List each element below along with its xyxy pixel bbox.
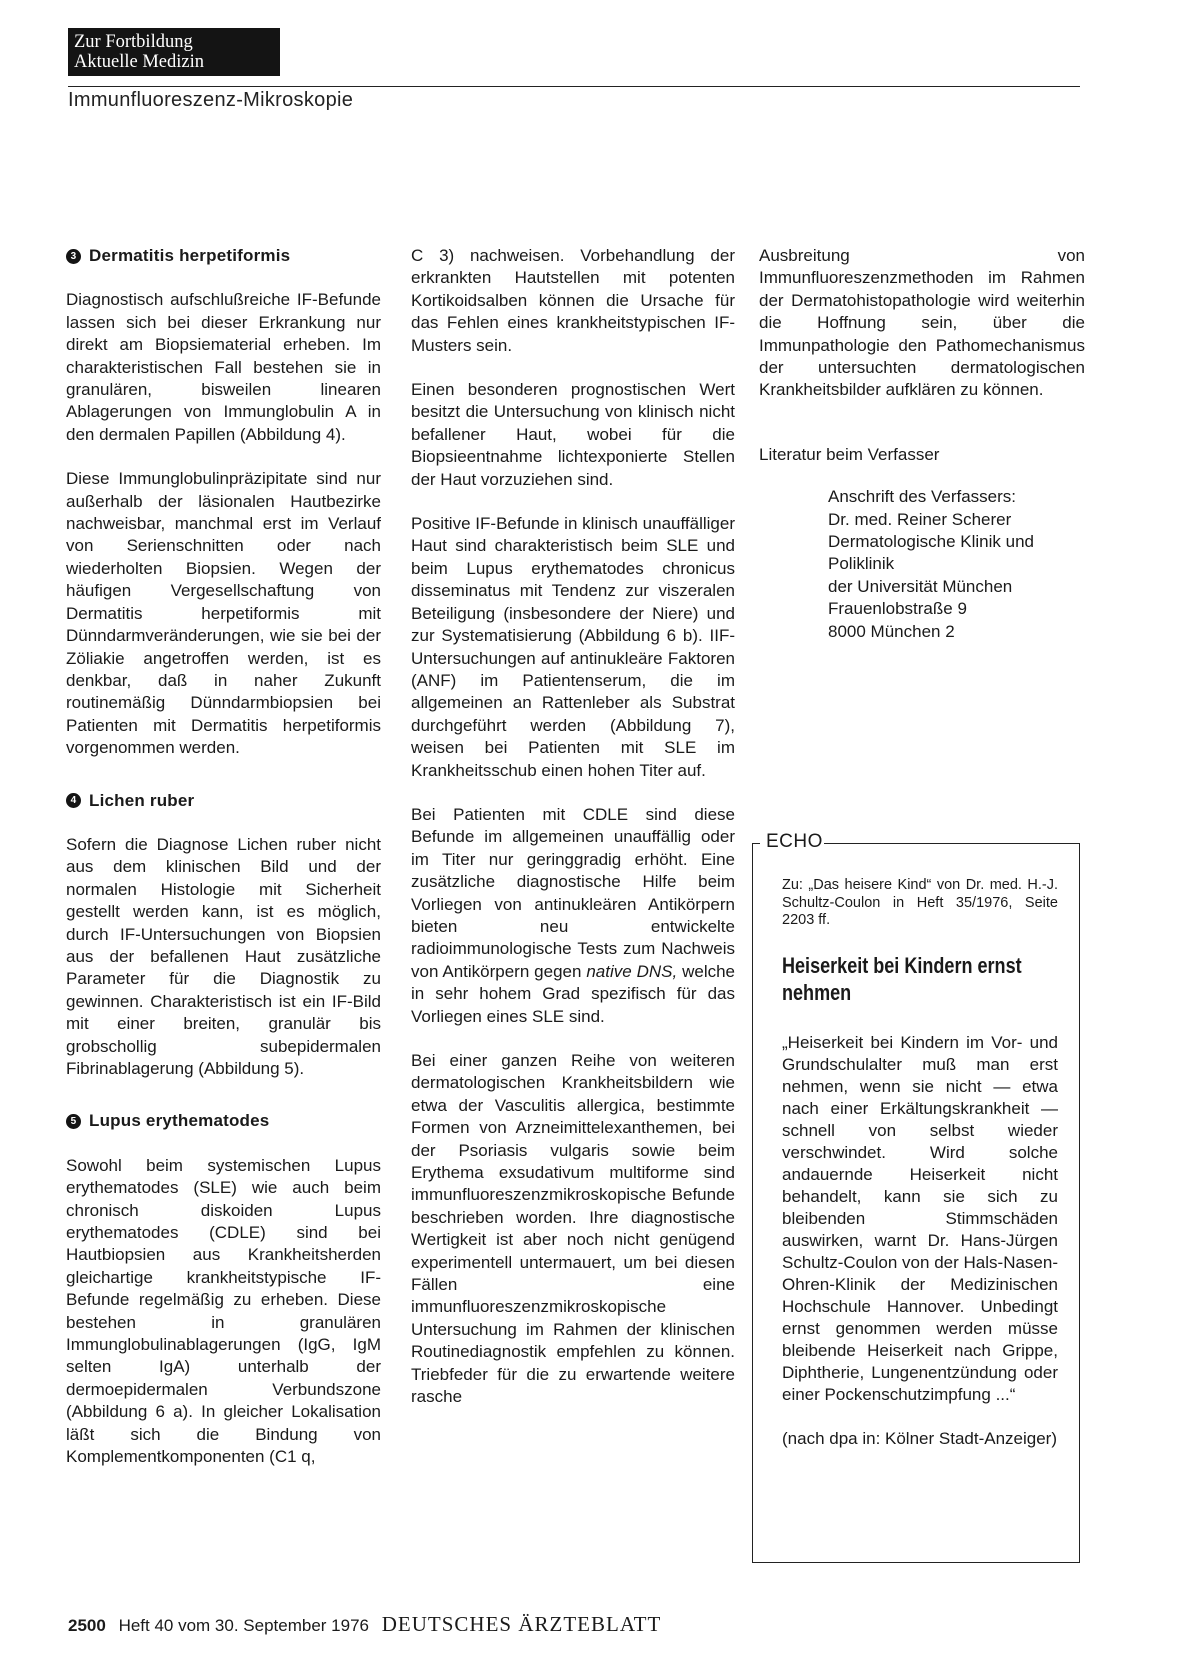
section-number-5-icon: 5 [66,1114,81,1129]
badge-line-2: Aktuelle Medizin [74,52,204,72]
address-line: Frauenlobstraße 9 [828,599,967,619]
journal-name: DEUTSCHES ÄRZTEBLATT [381,1612,662,1636]
literature-note: Literatur beim Verfasser [759,444,940,464]
echo-label: ECHO [766,831,823,852]
address-line: 8000 München 2 [828,621,955,641]
echo-quote: „Heiserkeit bei Kindern im Vor- und Grundschulalter muß man erst nehmen, wenn sie nicht — etwa nach einer Erkältungskrankheit — schnell von selbst wieder verschwindet. Wird solche andauernde Heiserkeit nicht behandelt, kann sie sich zu bleibenden Stimmschäden auswirken, warnt Dr. Hans-Jürgen Schultz-Coulon von der Hals-Nasen-Ohren-Klinik der Medizinischen Hochschule Hannover. Unbedingt ernst genommen werden müsse bleibende Heiserkeit nach Grippe, Diphtherie, Lungenentzündung oder einer Pockenschutzimpfung ...“ [782,1032,1058,1404]
author-address [828,486,1085,643]
section-number-4-icon: 4 [66,793,81,808]
address-line: Dermatologische Klinik und [828,532,1034,552]
echo-frame-bottom [752,1562,1080,1563]
section-badge [68,28,280,76]
page-number: 2500 [68,1616,106,1635]
paragraph: C 3) nachweisen. Vorbehandlung der erkrankten Hautstellen mit potenten Kortikoidsalben können die Ursache für das Fehlen eines krankheitstypischen IF-Musters sein. [411,246,735,355]
echo-source: (nach dpa in: Kölner Stadt-Anzeiger) [782,1428,1057,1448]
paragraph: Ausbreitung von Immunfluoreszenzmethoden im Rahmen der Dermatohistopathologie wird weiterhin die Hoffnung sein, über die Immunpathologie den Pathomechanismus der untersuchten dermatologischen Krankheitsbilder aufklären zu können. [759,246,1085,400]
section-title: Lichen ruber [89,790,195,810]
echo-reference: Zu: „Das heisere Kind“ von Dr. med. H.-J. Schultz-Coulon in Heft 35/1976, Seite 2203 ff. [782,877,1058,928]
section-title: Lupus erythematodes [89,1111,270,1131]
address-line: Anschrift des Verfassers: [828,487,1017,507]
echo-box [752,833,1080,1563]
header-rule [68,86,1080,87]
paragraph: Bei einer ganzen Reihe von weiteren dermatologischen Krankheitsbildern wie etwa der Vasculitis allergica, bestimmte Formen von Arzneimittelexanthemen, bei der Psoriasis vulgaris sowie beim Erythema exsudativum multiforme sind immunfluoreszenzmikroskopische Befunde beschrieben worden. Ihre diagnostische Wertigkeit ist aber noch nicht genügend experimentell untermauert, um bei diesen Fällen eine immunfluoreszenzmikroskopische Untersuchung im Rahmen der klinischen Routinediagnostik empfehlen zu können. Triebfeder für die zu erwartende weitere rasche [411,1051,735,1407]
echo-headline: Heiserkeit bei Kindern ernst nehmen [782,952,1022,1005]
column-1 [66,245,381,1491]
paragraph-text: Bei Patienten mit CDLE sind diese Befunde im allgemeinen unauffällig oder im Titer nur geringgradig erhöht. Eine zusätzliche diagnostische Hilfe beim Vorliegen von antinukleären Antikörpern bieten neu entwickelte radioimmunologische Tests zum Nachweis von Antikörpern gegen [411,804,735,981]
paragraph: Einen besonderen prognostischen Wert besitzt die Untersuchung von klinisch nicht befallener Haut, wobei für die Biopsieentnahme lichtexponierte Stellen der Haut vorzuziehen sind. [411,380,735,489]
paragraph: Diagnostisch aufschlußreiche IF-Befunde lassen sich bei dieser Erkrankung nur direkt am Biopsiematerial erheben. Im charakteristischen Fall bestehen sie in granulären, bisweilen linearen Ablagerungen von Immunglobulin A in den dermalen Papillen (Abbildung 4). [66,290,381,444]
badge-line-1: Zur Fortbildung [74,32,193,52]
paragraph: Sofern die Diagnose Lichen ruber nicht aus dem klinischen Bild und der normalen Histologie mit Sicherheit gestellt werden kann, ist es möglich, durch IF-Untersuchungen von Biopsien aus der befallenen Haut zusätzliche Parameter für die Diagnostik zu gewinnen. Charakteristisch ist ein IF-Bild mit einer breiten, granulär bis grobschollig subepidermalen Fibrinablagerung (Abbildung 5). [66,834,381,1078]
paragraph: Positive IF-Befunde in klinisch unauffälliger Haut sind charakteristisch beim SLE und beim Lupus erythematodes chronicus disseminatus mit Tendenz zur viszeralen Beteiligung (insbesondere der Niere) und zur Systematisierung (Abbildung 6 b). IIF-Untersuchungen auf antinukleäre Faktoren (ANF) im Patientenserum, die im allgemeinen an Rattenleber als Substrat durchgeführt werden (Abbildung 7), weisen bei Patienten mit SLE im Krankheitsschub einen hohen Titer auf. [411,514,735,780]
issue-info: Heft 40 vom 30. September 1976 [118,1616,369,1635]
paragraph [411,804,735,1028]
section-title: Dermatitis herpetiformis [89,246,291,265]
running-title: Immunfluoreszenz-Mikroskopie [68,89,354,111]
address-line: Dr. med. Reiner Scherer [828,509,1012,529]
address-line: Poliklinik [828,554,895,574]
address-line: der Universität München [828,576,1013,596]
section-heading-5 [66,1110,381,1132]
section-heading-3 [66,245,381,267]
column-2 [411,245,735,1431]
echo-frame-left [752,843,753,1563]
echo-content [782,877,1058,1472]
echo-frame-right [1079,843,1080,1563]
echo-frame-top-right [824,843,1080,844]
paragraph: Diese Immunglobulinpräzipitate sind nur außerhalb der läsionalen Hautbezirke nachweisbar, manchmal erst im Verlauf von Serienschnitten oder nach wiederholten Biopsien. Wegen der häufigen Vergesellschaftung von Dermatitis herpetiformis mit Dünndarmveränderungen, wie sie bei der Zöliakie angetroffen werden, ist es denkbar, daß in naher Zukunft routinemäßig Dünndarmbiopsien bei Patienten mit Dermatitis herpetiformis vorgenommen werden. [66,469,381,758]
emphasis: native DNS, [586,961,678,981]
echo-frame-top-left [752,843,760,844]
section-number-3-icon: 3 [66,249,81,264]
page-footer [68,1612,661,1637]
section-heading-4 [66,790,381,812]
column-3 [759,245,1085,643]
paragraph-text: welche in sehr hohem Grad spezifisch für das Vorliegen eines SLE sind. [411,961,736,1026]
paragraph: Sowohl beim systemischen Lupus erythematodes (SLE) wie auch beim chronisch diskoiden Lupus erythematodes (CDLE) sind bei Hautbiopsien aus Krankheitsherden gleichartige krankheitstypische IF-Befunde regelmäßig zu erheben. Diese bestehen in granulären Immunglobulinablagerungen (IgG, IgM selten IgA) unterhalb der dermoepidermalen Verbundszone (Abbildung 6 a). In gleicher Lokalisation läßt sich die Bindung von Komplementkomponenten (C1 q, [66,1155,381,1467]
